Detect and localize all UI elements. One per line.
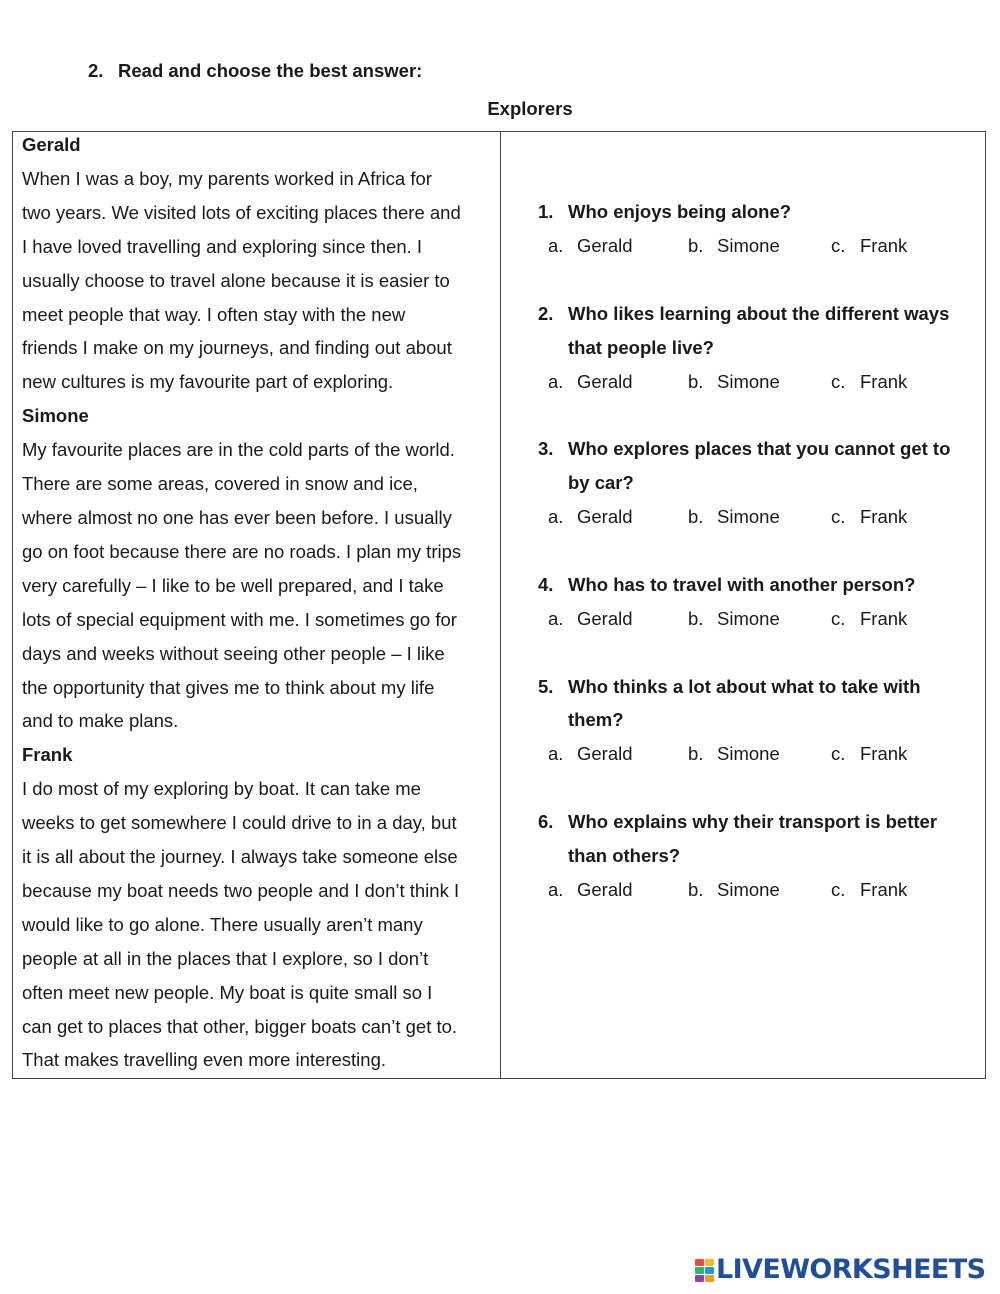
- option-letter: c.: [831, 743, 846, 765]
- answer-options: [538, 873, 983, 907]
- passage-line: I have loved travelling and exploring since then. I: [22, 235, 423, 257]
- reading-table: [12, 131, 986, 1079]
- passage-line: where almost no one has ever been before. I usually: [22, 506, 452, 528]
- answer-option-c[interactable]: [831, 365, 907, 399]
- passage-line: two years. We visited lots of exciting places there and: [22, 201, 461, 223]
- answer-options: [538, 602, 983, 636]
- passage-line: My favourite places are in the cold parts of the world.: [22, 439, 455, 461]
- option-letter: c.: [831, 506, 846, 528]
- question-text: [538, 805, 983, 873]
- answer-option-b[interactable]: [688, 873, 780, 907]
- passage-line: would like to go alone. There usually aren’t many: [22, 913, 423, 935]
- option-text: Simone: [717, 607, 780, 629]
- passage-line: and to make plans.: [22, 710, 179, 732]
- option-text: Gerald: [577, 878, 633, 900]
- question-number: 3.: [538, 438, 554, 460]
- logo-icon-square: [705, 1275, 714, 1282]
- exercise-instruction: Read and choose the best answer:: [118, 60, 423, 81]
- logo-icon-square: [695, 1267, 704, 1274]
- question-text: [538, 568, 983, 602]
- option-text: Frank: [860, 234, 908, 256]
- answer-option-b[interactable]: [688, 229, 780, 263]
- option-text: Frank: [860, 743, 908, 765]
- answer-option-c[interactable]: [831, 873, 907, 907]
- passage-line: people at all in the places that I explore, so I don’t: [22, 947, 429, 969]
- question-number: 2.: [538, 302, 554, 324]
- question-line: Who enjoys being alone?: [568, 201, 792, 222]
- option-letter: c.: [831, 878, 846, 900]
- question-line: Who explores places that you cannot get to: [568, 438, 951, 460]
- question-number: 1.: [538, 201, 554, 222]
- option-text: Gerald: [577, 607, 633, 629]
- passage-line: new cultures is my favourite part of exploring.: [22, 371, 394, 393]
- reading-passages: [22, 128, 497, 1077]
- option-letter: a.: [548, 878, 564, 900]
- answer-option-b[interactable]: [688, 365, 780, 399]
- question-2: [538, 297, 983, 399]
- option-text: Frank: [860, 878, 908, 900]
- question-3: [538, 432, 983, 534]
- answer-option-a[interactable]: [548, 365, 633, 399]
- answer-option-c[interactable]: [831, 602, 907, 636]
- passage-line: When I was a boy, my parents worked in Africa for: [22, 167, 432, 189]
- liveworksheets-logo: [694, 1255, 985, 1285]
- exercise-heading: [88, 59, 422, 83]
- option-letter: b.: [688, 743, 704, 765]
- option-letter: b.: [688, 234, 704, 256]
- question-text: [538, 297, 983, 365]
- answer-option-b[interactable]: [688, 602, 780, 636]
- question-6: [538, 805, 983, 907]
- option-text: Simone: [717, 506, 780, 528]
- option-text: Frank: [860, 370, 908, 392]
- question-number: 5.: [538, 675, 554, 697]
- option-text: Frank: [860, 506, 908, 528]
- option-text: Frank: [860, 607, 908, 629]
- question-4: [538, 568, 983, 636]
- answer-options: [538, 229, 983, 263]
- logo-text: LIVEWORKSHEETS: [716, 1254, 986, 1285]
- question-line: Who explains why their transport is better: [568, 811, 938, 833]
- logo-icon-square: [705, 1259, 714, 1266]
- question-list: [538, 195, 983, 941]
- passage-line: lots of special equipment with me. I sometimes go for: [22, 608, 457, 630]
- option-letter: c.: [831, 234, 846, 256]
- passage-line: usually choose to travel alone because it is easier to: [22, 269, 450, 291]
- answer-options: [538, 500, 983, 534]
- option-letter: b.: [688, 370, 704, 392]
- answer-option-b[interactable]: [688, 500, 780, 534]
- option-letter: c.: [831, 370, 846, 392]
- option-text: Gerald: [577, 234, 633, 256]
- question-number: 6.: [538, 811, 554, 833]
- option-text: Simone: [717, 743, 780, 765]
- option-letter: a.: [548, 743, 564, 765]
- answer-option-c[interactable]: [831, 737, 907, 771]
- column-divider: [500, 132, 501, 1078]
- passage-line: That makes travelling even more interesting.: [22, 1049, 387, 1071]
- passage-line: can get to places that other, bigger boats can’t get to.: [22, 1015, 458, 1037]
- answer-option-b[interactable]: [688, 737, 780, 771]
- passage-line: days and weeks without seeing other people – I like: [22, 642, 445, 664]
- question-number: 4.: [538, 573, 554, 595]
- answer-option-c[interactable]: [831, 500, 907, 534]
- passage-line: go on foot because there are no roads. I plan my trips: [22, 540, 462, 562]
- question-line: Who likes learning about the different ways: [568, 302, 950, 324]
- answer-option-a[interactable]: [548, 500, 633, 534]
- passage-name: Simone: [22, 405, 89, 427]
- answer-option-c[interactable]: [831, 229, 907, 263]
- passage-line: I do most of my exploring by boat. It can take me: [22, 778, 421, 800]
- page-title: Explorers: [487, 98, 573, 119]
- question-line: Who has to travel with another person?: [568, 573, 916, 595]
- question-line: by car?: [568, 472, 634, 494]
- answer-options: [538, 365, 983, 399]
- option-letter: a.: [548, 234, 564, 256]
- logo-icon-square: [695, 1259, 704, 1266]
- passage-line: meet people that way. I often stay with the new: [22, 303, 406, 325]
- option-letter: b.: [688, 607, 704, 629]
- question-text: [538, 432, 983, 500]
- passage-name: Frank: [22, 744, 73, 766]
- option-letter: b.: [688, 506, 704, 528]
- option-letter: a.: [548, 506, 564, 528]
- question-line: Who thinks a lot about what to take with: [568, 675, 921, 697]
- passage-name: Gerald: [22, 134, 81, 155]
- question-text: [538, 195, 983, 229]
- passage-line: the opportunity that gives me to think about my life: [22, 676, 435, 698]
- option-text: Simone: [717, 878, 780, 900]
- option-text: Gerald: [577, 506, 633, 528]
- option-letter: a.: [548, 370, 564, 392]
- option-letter: a.: [548, 607, 564, 629]
- exercise-number: 2.: [88, 60, 104, 81]
- logo-icon-square: [695, 1275, 704, 1282]
- liveworksheets-logo-icon: [694, 1258, 714, 1282]
- passage-gerald: [22, 128, 497, 399]
- question-line: than others?: [568, 845, 681, 867]
- question-line: them?: [568, 709, 624, 731]
- answer-option-a[interactable]: [548, 602, 633, 636]
- passage-line: it is all about the journey. I always take someone else: [22, 846, 458, 868]
- answer-option-a[interactable]: [548, 737, 633, 771]
- passage-frank: [22, 738, 497, 1077]
- option-text: Gerald: [577, 743, 633, 765]
- passage-line: often meet new people. My boat is quite small so I: [22, 981, 433, 1003]
- passage-line: weeks to get somewhere I could drive to in a day, but: [22, 812, 457, 834]
- question-text: [538, 670, 983, 738]
- option-letter: c.: [831, 607, 846, 629]
- passage-line: There are some areas, covered in snow and ice,: [22, 473, 418, 495]
- question-5: [538, 670, 983, 772]
- passage-simone: [22, 399, 497, 738]
- answer-option-a[interactable]: [548, 873, 633, 907]
- question-1: [538, 195, 983, 263]
- passage-line: because my boat needs two people and I don’t think I: [22, 879, 460, 901]
- answer-options: [538, 737, 983, 771]
- option-text: Gerald: [577, 370, 633, 392]
- question-line: that people live?: [568, 336, 714, 358]
- passage-line: friends I make on my journeys, and finding out about: [22, 337, 452, 359]
- option-text: Simone: [717, 370, 780, 392]
- answer-option-a[interactable]: [548, 229, 633, 263]
- passage-line: very carefully – I like to be well prepared, and I take: [22, 574, 444, 596]
- logo-icon-square: [705, 1267, 714, 1274]
- option-letter: b.: [688, 878, 704, 900]
- option-text: Simone: [717, 234, 780, 256]
